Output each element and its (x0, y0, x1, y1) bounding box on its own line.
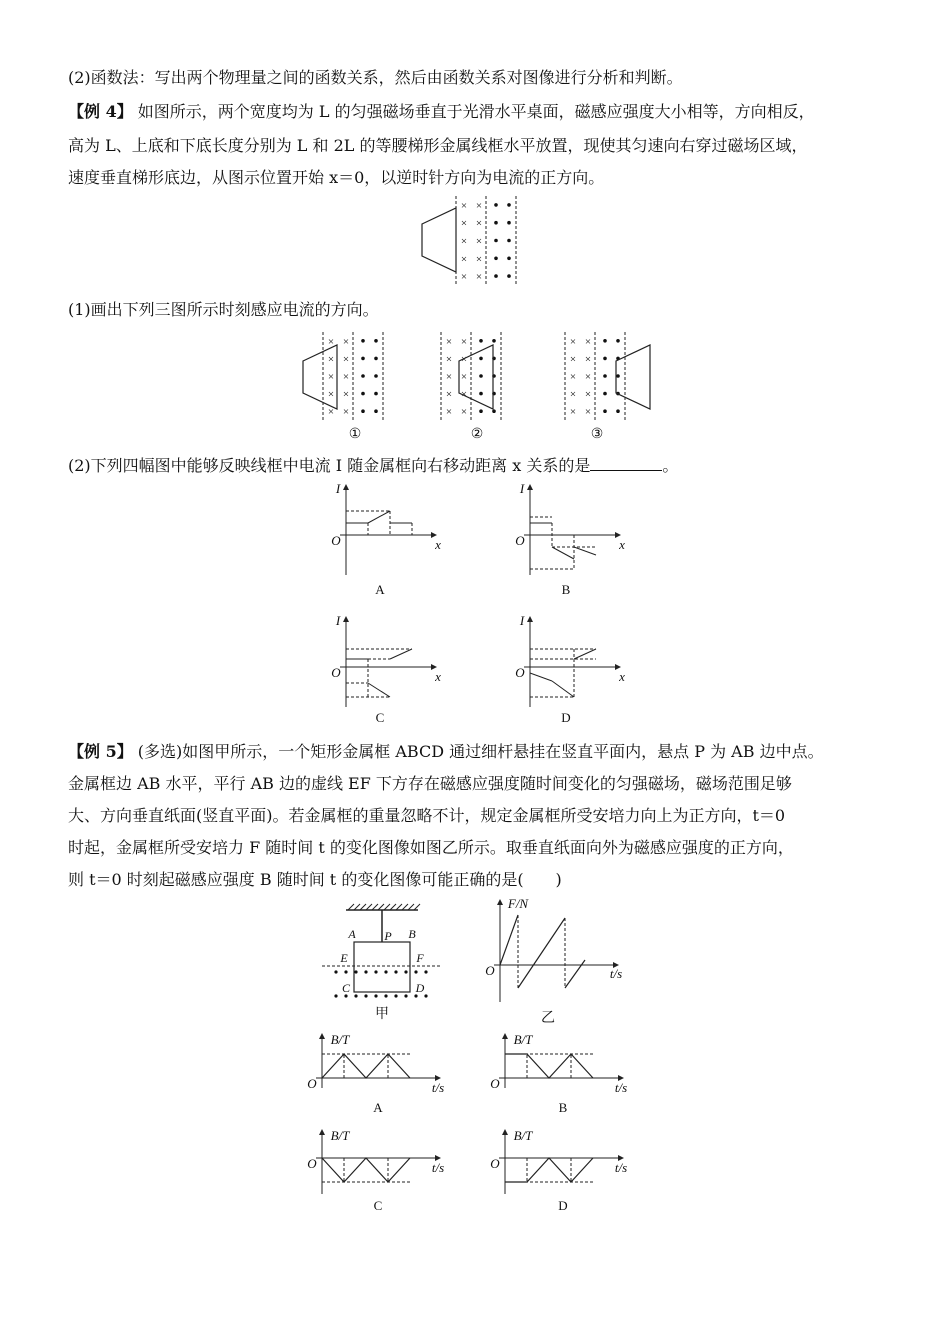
bgraph-B-origin: O (490, 1076, 500, 1091)
figure-three-positions (303, 332, 650, 442)
bgraph-D-y-label: B/T (513, 1128, 533, 1143)
example5-line3: 大、方向垂直纸面(竖直平面)。若金属框的重量忽略不计，规定金属框所受安培力向上为正方向，t＝0 (68, 806, 786, 825)
jia-hatch-5 (378, 904, 384, 910)
example5-line1-text: (多选)如图甲所示，一个矩形金属框 ABCD 通过细杆悬挂在竖直平面内，悬点 P 为 AB 边中点。 (132, 742, 824, 761)
example4-line1-text: 如图所示，两个宽度均为 L 的匀强磁场垂直于光滑水平桌面，磁感应强度大小相等，方向相反， (132, 102, 815, 121)
pos2-field-dot-0-1 (492, 339, 496, 343)
bgraph-A-origin: O (307, 1076, 317, 1091)
jia-dot-1-3 (364, 994, 367, 997)
main-field-cross-4-0: × (460, 271, 468, 284)
main-field-dot-1-0 (494, 221, 498, 225)
yi-y-label: F/N (507, 896, 529, 911)
pos2-field-cross-3-0: × (445, 388, 453, 401)
bgraph-D-origin: O (490, 1156, 500, 1171)
pos3-field-dot-0-0 (603, 339, 607, 343)
jia-hatch-0 (348, 904, 354, 910)
jia-label: 甲 (375, 1007, 389, 1022)
main-field-cross-2-0: × (460, 235, 468, 248)
jia-dot-0-1 (344, 970, 347, 973)
jia-hatch-3 (366, 904, 372, 910)
igraph-A-x-label: x (435, 537, 441, 552)
jia-point-C: C (341, 981, 351, 995)
pos2-field-dot-2-0 (479, 374, 483, 378)
bgraph-C-x-label: t/s (431, 1160, 445, 1175)
main-field-cross-0-1: × (475, 199, 483, 212)
bgraph-C-curve (322, 1158, 410, 1182)
igraph-D-option: D (561, 710, 571, 725)
pos1-field-dot-4-0 (361, 409, 365, 413)
pos3-field-cross-4-1: × (584, 406, 592, 419)
main-field-dot-0-0 (494, 203, 498, 207)
pos3-field-cross-1-0: × (569, 353, 577, 366)
igraph-A-seg2 (368, 511, 390, 523)
pos3-field-dot-2-0 (603, 374, 607, 378)
figure-main-trapezoid (422, 196, 516, 285)
main-field-dot-2-0 (494, 239, 498, 243)
bgraph-A-y-label: B/T (330, 1032, 350, 1047)
pos2-field-cross-2-1: × (460, 371, 468, 383)
example5-line5: 则 t＝0 时刻起磁感应强度 B 随时间 t 的变化图像可能正确的是( ) (68, 870, 562, 889)
igraph-C-option: C (375, 710, 385, 725)
pos2-field-dot-3-0 (479, 392, 483, 396)
igraph-B-x-label: x (619, 537, 625, 552)
pos3-field-cross-3-0: × (569, 388, 577, 401)
igraph-B-y-label: I (519, 481, 525, 496)
yi-rise3 (565, 960, 585, 988)
pos2-field-cross-2-0: × (445, 371, 453, 383)
pos3-field-cross-4-0: × (569, 406, 577, 419)
main-field-dot-0-1 (507, 203, 511, 207)
jia-hatch-4 (372, 904, 378, 910)
main-field-dot-1-1 (507, 221, 511, 225)
igraph-D-origin: O (515, 665, 525, 680)
pos3-field-dot-0-1 (616, 339, 620, 343)
figure-b-graphs (307, 1032, 627, 1213)
main-field-dot-4-1 (507, 274, 511, 278)
jia-dot-0-5 (384, 970, 387, 973)
pos2-field-dot-1-0 (479, 357, 483, 361)
pos3-field-cross-3-1: × (584, 388, 592, 401)
pos3-field-dot-3-0 (603, 392, 607, 396)
pos1-field-dot-2-1 (374, 374, 378, 378)
pos3-trapezoid (616, 345, 650, 409)
example4-line2: 高为 L、上底和下底长度分别为 L 和 2L 的等腰梯形金属线框水平放置，现使其匀速向右穿过磁场区域， (68, 136, 808, 155)
jia-dot-0-9 (424, 970, 427, 973)
jia-dot-0-4 (374, 970, 377, 973)
jia-dot-0-7 (404, 970, 407, 973)
bgraph-B-curve (505, 1054, 593, 1078)
bgraph-A-option: A (373, 1100, 383, 1115)
bgraph-D-curve (505, 1158, 593, 1182)
pos1-field-cross-3-0: × (327, 388, 335, 401)
jia-dot-1-6 (394, 994, 397, 997)
igraph-B-seg2 (552, 547, 574, 559)
pos2-field-cross-0-1: × (460, 335, 468, 348)
pos3-field-cross-1-1: × (584, 353, 592, 366)
yi-rise2 (518, 918, 565, 988)
jia-hatch-11 (414, 904, 420, 910)
pos2-label: ② (470, 427, 484, 442)
bgraph-D-option: D (558, 1198, 568, 1213)
pos1-field-cross-1-0: × (327, 353, 335, 366)
bgraph-C-option: C (373, 1198, 383, 1213)
pos1-field-dot-0-1 (374, 339, 378, 343)
igraph-A-option: A (375, 582, 385, 597)
main-field-cross-2-1: × (475, 235, 483, 248)
jia-point-F: F (416, 951, 424, 965)
igraph-D-x-label: x (619, 669, 625, 684)
pos1-field-cross-2-1: × (342, 371, 350, 383)
igraph-A-origin: O (331, 533, 341, 548)
jia-dot-0-6 (394, 970, 397, 973)
example4-line3: 速度垂直梯形底边，从图示位置开始 x＝0，以逆时针方向为电流的正方向。 (68, 168, 605, 187)
bgraph-B-x-label: t/s (614, 1080, 628, 1095)
igraph-D-y-label: I (519, 613, 525, 628)
main-field-cross-1-0: × (460, 217, 468, 230)
igraph-B-origin: O (515, 533, 525, 548)
main-field-dot-3-0 (494, 257, 498, 261)
jia-dot-1-0 (334, 994, 337, 997)
pos1-field-cross-0-0: × (327, 335, 335, 348)
yi-x-label: t/s (609, 966, 623, 981)
main-field-cross-0-0: × (460, 199, 468, 212)
jia-hatch-10 (408, 904, 414, 910)
main-trapezoid (422, 208, 456, 272)
pos1-field-dot-1-1 (374, 357, 378, 361)
bgraph-A-curve (322, 1054, 410, 1078)
pos1-field-cross-2-0: × (327, 371, 335, 383)
bgraph-C-origin: O (307, 1156, 317, 1171)
jia-frame (354, 942, 410, 992)
main-field-cross-1-1: × (475, 217, 483, 230)
main-field-cross-3-0: × (460, 253, 468, 266)
jia-dot-1-4 (374, 994, 377, 997)
igraph-C-seg3 (390, 649, 412, 659)
igraph-C-x-label: x (435, 669, 441, 684)
main-field-cross-3-1: × (475, 253, 483, 266)
bgraph-A-x-label: t/s (431, 1080, 445, 1095)
jia-point-P: P (384, 929, 392, 943)
yi-rise1 (500, 915, 518, 965)
question1-text: (1)画出下列三图所示时刻感应电流的方向。 (68, 300, 379, 319)
pos2-field-cross-0-0: × (445, 335, 453, 348)
figure-current-graphs (331, 481, 625, 725)
jia-point-D: D (415, 981, 425, 995)
igraph-B-seg3 (574, 547, 596, 555)
pos1-field-dot-3-1 (374, 392, 378, 396)
figure-jia (322, 904, 440, 1022)
jia-hatch-2 (360, 904, 366, 910)
main-field-cross-4-1: × (475, 271, 483, 284)
question2-end: 。 (662, 456, 679, 475)
pos1-field-dot-3-0 (361, 392, 365, 396)
pos1-field-cross-4-0: × (327, 406, 335, 419)
main-field-dot-2-1 (507, 239, 511, 243)
pos3-field-cross-2-0: × (569, 371, 577, 383)
jia-dot-1-7 (404, 994, 407, 997)
pos3-field-cross-0-1: × (584, 335, 592, 348)
yi-origin: O (485, 963, 495, 978)
pos3-field-dot-4-1 (616, 409, 620, 413)
jia-hatch-1 (354, 904, 360, 910)
bgraph-B-option: B (558, 1100, 568, 1115)
pos2-field-dot-0-0 (479, 339, 483, 343)
yi-label: 乙 (541, 1011, 555, 1026)
pos3-field-cross-0-0: × (569, 335, 577, 348)
jia-hatch-6 (384, 904, 390, 910)
jia-hatch-7 (390, 904, 396, 910)
pos1-field-dot-1-0 (361, 357, 365, 361)
igraph-A-y-label: I (335, 481, 341, 496)
jia-point-A: A (348, 927, 356, 941)
question2-text: (2)下列四幅图中能够反映线框中电流 I 随金属框向右移动距离 x 关系的是 (68, 456, 591, 475)
jia-dot-0-3 (364, 970, 367, 973)
pos2-field-cross-1-1: × (460, 353, 468, 366)
jia-hatch-8 (396, 904, 402, 910)
pos1-field-cross-3-1: × (342, 388, 350, 401)
jia-dot-0-0 (334, 970, 337, 973)
jia-dot-0-2 (354, 970, 357, 973)
igraph-C-y-label: I (335, 613, 341, 628)
igraph-B-option: B (561, 582, 571, 597)
pos2-field-cross-1-0: × (445, 353, 453, 366)
pos3-field-cross-2-1: × (584, 371, 592, 383)
pos1-field-cross-4-1: × (342, 406, 350, 419)
text-line-method: (2)函数法：写出两个物理量之间的函数关系，然后由函数关系对图像进行分析和判断。 (68, 68, 683, 87)
jia-dot-1-5 (384, 994, 387, 997)
example5-tag: 【例 5】 (68, 742, 133, 761)
pos2-field-dot-4-1 (492, 409, 496, 413)
pos3-field-dot-4-0 (603, 409, 607, 413)
pos2-field-cross-4-1: × (460, 406, 468, 419)
example5-line2: 金属框边 AB 水平，平行 AB 边的虚线 EF 下方存在磁感应强度随时间变化的匀强磁场，磁场范围足够 (68, 774, 792, 793)
main-field-dot-3-1 (507, 257, 511, 261)
pos1-field-cross-0-1: × (342, 335, 350, 348)
pos2-field-cross-4-0: × (445, 406, 453, 419)
pos1-field-dot-0-0 (361, 339, 365, 343)
bgraph-C-y-label: B/T (330, 1128, 350, 1143)
igraph-D-seg2 (552, 681, 574, 697)
igraph-D-seg1 (530, 673, 552, 681)
figure-yi-force-graph (485, 896, 622, 1026)
pos3-label: ③ (590, 427, 604, 442)
example5-line4: 时起，金属框所受安培力 F 随时间 t 的变化图像如图乙所示。取垂直纸面向外为磁感应强度的正方向， (68, 838, 794, 857)
pos3-field-dot-1-0 (603, 357, 607, 361)
pos1-field-dot-2-0 (361, 374, 365, 378)
pos3-field-dot-2-1 (616, 374, 620, 378)
jia-hatch-9 (402, 904, 408, 910)
main-field-dot-4-0 (494, 274, 498, 278)
pos2-field-dot-4-0 (479, 409, 483, 413)
pos1-label: ① (348, 427, 362, 442)
igraph-D-seg3 (574, 649, 596, 659)
jia-dot-0-8 (414, 970, 417, 973)
pos1-field-cross-1-1: × (342, 353, 350, 366)
example4-tag: 【例 4】 (68, 102, 133, 121)
bgraph-D-x-label: t/s (614, 1160, 628, 1175)
bgraph-B-y-label: B/T (513, 1032, 533, 1047)
jia-dot-1-9 (424, 994, 427, 997)
igraph-C-origin: O (331, 665, 341, 680)
pos1-field-dot-4-1 (374, 409, 378, 413)
igraph-C-seg2 (368, 683, 390, 697)
jia-point-E: E (340, 951, 348, 965)
pos2-field-cross-3-1: × (460, 388, 468, 401)
jia-point-B: B (408, 927, 416, 941)
jia-dot-1-2 (354, 994, 357, 997)
